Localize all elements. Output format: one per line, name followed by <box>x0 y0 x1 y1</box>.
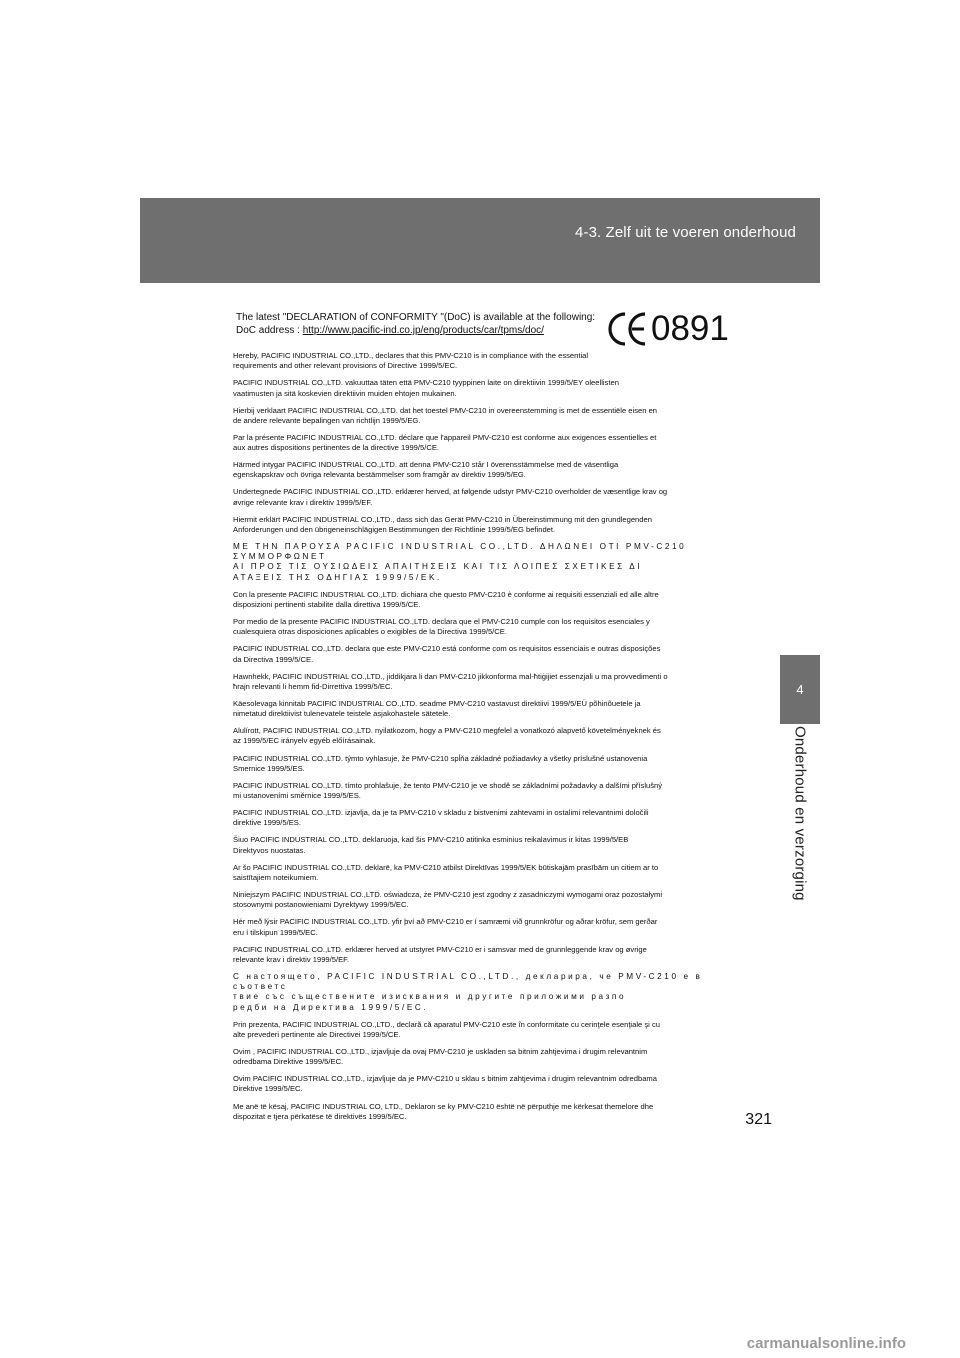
conformity-statement: Alulírott, PACIFIC INDUSTRIAL CO.,LTD. nyilatkozom, hogy a PMV-C210 megfelel a vonatkozó alapvető követelményeknek és az 1999/5/EC irányelv egyéb előírásainak. <box>233 726 661 746</box>
watermark: carmanualsonline.info <box>746 1335 906 1352</box>
conformity-statement: Par la présente PACIFIC INDUSTRIAL CO.,LTD. déclare que l'appareil PMV-C210 est conforme aux exigences essentielles et aux autres dispositions pertinentes de la directive 1999/5/CE. <box>233 432 657 453</box>
conformity-statement: Undertegnede PACIFIC INDUSTRIAL CO.,LTD. erklærer herved, at følgende udstyr PMV-C210 overholder de væsentlige krav og øvrige relevante krav i direktiv 1999/5/EF. <box>233 487 668 507</box>
conformity-statement: Härmed intygar PACIFIC INDUSTRIAL CO.,LTD. att denna PMV-C210 står I överensstämmelse med de väsentliga egenskapskrav och övriga relevanta bestämmelser som framgår av direktiv 1999/5/EG. <box>233 460 619 480</box>
conformity-statement: Niniejszym PACIFIC INDUSTRIAL CO.,LTD. oświadcza, że PMV-C210 jest zgodny z zasadniczymi wymogami oraz pozostałymi stosownymi postanowieniami Dyrektywy 1999/5/EC. <box>233 890 663 910</box>
conformity-statement: Hereby, PACIFIC INDUSTRIAL CO.,LTD., declares that this PMV-C210 is in compliance with the essential requirements and other relevant provisions of Directive 1999/5/EC. <box>233 351 589 371</box>
conformity-statements <box>233 351 719 1129</box>
chapter-label-text: Onderhoud en verzorging <box>791 726 809 901</box>
notified-body-number: 0891 <box>651 309 729 348</box>
conformity-statement: Ovim PACIFIC INDUSTRIAL CO.,LTD., izjavljuje da je PMV-C210 u sklau s bitnim zahtjevima i drugim relevantnim odredbama Direktive 1999/5/EC. <box>233 1074 657 1094</box>
conformity-statement: С настоящето, PACIFIC INDUSTRIAL CO.,LTD., декларира, че PMV-C210 е в съответс твие със съществените изисквания и другите приложими разпо редби на Директива 1999/5/ЕС. <box>233 971 703 1012</box>
conformity-statement: Prin prezenta, PACIFIC INDUSTRIAL CO.,LTD., declară că aparatul PMV-C210 este în conformitate cu cerinţele esenţiale şi cu alte prevederi pertinente ale Directivei 1999/5/CE. <box>233 1019 660 1039</box>
conformity-statement: Käesolevaga kinnitab PACIFIC INDUSTRIAL CO.,LTD. seadme PMV-C210 vastavust direktiivi 1999/5/EÜ põhinõuetele ja nimetatud direktiivist tulenevatele teistele asjakohastele sätetele. <box>233 698 641 719</box>
page-number: 321 <box>745 1111 772 1128</box>
conformity-statement: PACIFIC INDUSTRIAL CO.,LTD. declara que este PMV-C210 está conforme com os requisitos essenciais e outras disposições da Directiva 1999/5/CE. <box>233 644 661 664</box>
conformity-statement: Ovim , PACIFIC INDUSTRIAL CO.,LTD., izjavljuje da ovaj PMV-C210 je uskladen sa bitnim zahtjevima i drugim relevantnim odredbama Direktive 1999/5/EC. <box>233 1046 648 1067</box>
conformity-statement: Ar šo PACIFIC INDUSTRIAL CO.,LTD. deklarē, ka PMV-C210 atbilst Direktīvas 1999/5/EK būtiskajām prasībām un citiem ar to saistītajiem noteikumiem. <box>233 862 659 882</box>
doc-address-line <box>236 324 596 337</box>
conformity-statement: Hierbij verklaart PACIFIC INDUSTRIAL CO.,LTD. dat het toestel PMV-C210 in overeenstemming is met de essentiële eisen en de andere relevante bepalingen van richtlijn 1999/5/EG. <box>233 405 658 425</box>
conformity-statement: PACIFIC INDUSTRIAL CO.,LTD. vakuuttaa täten että PMV-C210 tyyppinen laite on direktiivin 1999/5/EY oleellisten vaatimusten ja sitä koskevien direktiivin muiden ehtojen mukainen. <box>233 378 619 398</box>
ce-mark-icon <box>607 310 649 348</box>
conformity-statement: Hawnhekk, PACIFIC INDUSTRIAL CO.,LTD., jiddikjara li dan PMV-C210 jikkonforma mal-ħtiġijiet essenzjali u ma provvedimenti o ħrajn relevanti li hemm fid-Dirrettiva 1999/5/EC. <box>233 671 668 691</box>
doc-url-link[interactable]: http://www.pacific-ind.co.jp/eng/products/car/tpms/doc/ <box>302 325 544 336</box>
conformity-statement: PACIFIC INDUSTRIAL CO.,LTD. erklærer herved at utstyret PMV-C210 er i samsvar med de grunnleggende krav og øvrige relevante krav i direktiv 1999/5/EF. <box>233 944 647 964</box>
conformity-statement: PACIFIC INDUSTRIAL CO.,LTD. týmto vyhlasuje, že PMV-C210 spĺňa základné požiadavky a všetky príslušné ustanovenia Smernice 1999/5/ES. <box>233 753 648 773</box>
conformity-statement: Por medio de la presente PACIFIC INDUSTRIAL CO.,LTD. declara que el PMV-C210 cumple con los requisitos esenciales y cualesquiera otras disposiciones aplicables o exigibles de la Directiva 1999/5/CE. <box>233 617 650 637</box>
chapter-label <box>780 726 820 946</box>
conformity-statement: Hiermit erklärt PACIFIC INDUSTRIAL CO.,LTD., dass sich das Gerät PMV-C210 in Übereinstimmung mit den grundlegenden Anforderungen und den übrigeneinschlägigen Bestimmungen der Richtlinie 1999/5/EG befindet. <box>233 514 652 534</box>
doc-address-label: DoC address : <box>236 325 303 336</box>
conformity-statement: Me anë të kësaj, PACIFIC INDUSTRIAL CO, LTD., Deklaron se ky PMV-C210 është në përputhje me kërkesat themelore dhe dispozitat e tjera përkatëse të direktivës 1999/5/EC. <box>233 1101 654 1121</box>
conformity-statement: PACIFIC INDUSTRIAL CO.,LTD. izjavlja, da je ta PMV-C210 v skladu z bistvenimi zahtevami in ostalimi relevantnimi določili direktive 1999/5/ES. <box>233 808 649 828</box>
header-bar <box>140 198 820 283</box>
section-title: 4-3. Zelf uit te voeren onderhoud <box>575 224 796 241</box>
conformity-statement: Šiuo PACIFIC INDUSTRIAL CO.,LTD. deklaruoja, kad šis PMV-C210 atitinka esminius reikalavimus ir kitas 1999/5/EB Direktyvos nuostatas. <box>233 835 629 855</box>
doc-info <box>236 311 596 337</box>
conformity-statement: PACIFIC INDUSTRIAL CO.,LTD. tímto prohlašuje, že tento PMV-C210 je ve shodě se základními požadavky a dalšími příslušný mi ustanoveními směrnice 1999/5/ES. <box>233 780 663 801</box>
conformity-statement: Hér með lýsir PACIFIC INDUSTRIAL CO.,LTD. yfir því að PMV-C210 er í samræmi við grunnkröfur og aðrar kröfur, sem gerðar eru í tilskipun 1999/5/EC. <box>233 917 658 937</box>
chapter-tab: 4 <box>780 655 820 724</box>
conformity-statement: Con la presente PACIFIC INDUSTRIAL CO.,LTD. dichiara che questo PMV-C210 è conforme ai requisiti essenziali ed alle altre disposizioni pertinenti stabilite dalla direttiva 1999/5/CE. <box>233 589 659 609</box>
doc-availability-line: The latest "DECLARATION of CONFORMITY "(DoC) is available at the following: <box>236 312 596 323</box>
conformity-statement: ΜΕ ΤΗΝ ΠΑΡΟΥΣΑ PACIFIC INDUSTRIAL CO.,LTD. ΔΗΛΩΝΕΙ ΟΤΙ PMV-C210 ΣΥΜΜΟΡΦΩΝΕΤ ΑΙ ΠΡΟΣ ΤΙΣ ΟΥΣΙΩΔΕΙΣ ΑΠΑΙΤΗΣΕΙΣ ΚΑΙ ΤΙΣ ΛΟΙΠΕΣ ΣΧΕΤΙΚΕΣ ΔΙ ΑΤΑΞΕΙΣ ΤΗΣ ΟΔΗΓΙΑΣ 1999/5/ΕΚ. <box>233 542 687 582</box>
ce-mark <box>607 308 729 350</box>
